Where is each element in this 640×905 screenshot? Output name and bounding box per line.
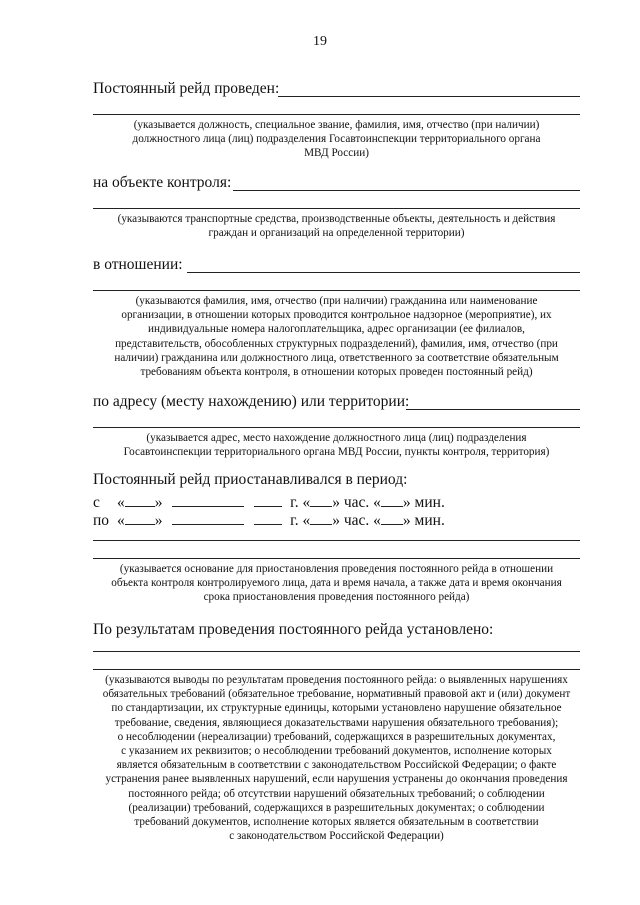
quote-close: » (402, 494, 411, 511)
suspension-label: Постоянный рейд приостанавливался в период: (93, 471, 408, 488)
hint-line: о несоблюдении (нереализации) требований, содержащихся в разрешительных документах, (117, 730, 556, 743)
control-object-label: на объекте контроля: (93, 174, 232, 191)
hint-line: обязательных требований (обязательное требование, нормативный правовой акт и (или) документ (102, 688, 571, 701)
minute-suffix: мин. (414, 512, 445, 529)
to-hour-field[interactable] (310, 510, 332, 525)
hint-line: требований документов, исполнение которых является обязательным в соответствии (134, 816, 539, 829)
hint-line: наличии) гражданина или должностного лица, ответственного за соответствие обязательным (114, 351, 559, 364)
quote-close: » (332, 494, 340, 511)
hint-line: представительств, обособленных структурных подразделений), фамилия, имя, отчество (при (115, 337, 558, 350)
from-year-field[interactable] (254, 492, 282, 507)
hint-line: (указываются фамилия, имя, отчество (при наличии) гражданина или наименование (135, 295, 538, 307)
hint-line: по стандартизации, их структурные единицы, которыми установлено нарушение обязательное (111, 702, 562, 715)
hint-line: объекта контроля контролируемого лица, дата и время начала, а также дата и время окончания (111, 577, 562, 590)
hint-line: организации, в отношении которых проводится контрольное надзорное (мероприятие), их (121, 309, 552, 322)
hint-line: граждан и организаций на определенной территории) (208, 227, 465, 240)
regarding-label: в отношении: (93, 256, 183, 273)
regarding-hint (93, 294, 580, 379)
to-year-field[interactable] (254, 510, 282, 525)
from-hour-field[interactable] (310, 492, 332, 507)
year-suffix: г. (290, 494, 299, 511)
suspension-basis-field-line-2[interactable] (93, 558, 580, 559)
hint-line: (указываются выводы по результатам проведения постоянного рейда: о выявленных нарушениях (105, 674, 568, 686)
raid-conducted-hint (93, 118, 580, 161)
raid-conducted-field-line-2[interactable] (93, 114, 580, 115)
from-month-field[interactable] (172, 492, 244, 507)
hint-line: индивидуальные номера налогоплательщика, адрес организации (ее филиалов, (148, 323, 525, 336)
from-day-field[interactable] (125, 492, 155, 507)
address-field-line-2[interactable] (93, 427, 580, 428)
to-month-field[interactable] (172, 510, 244, 525)
address-field[interactable] (406, 409, 580, 410)
results-hint (93, 673, 580, 843)
hint-line: является обязательным в соответствии с законодательством Российской Федерации; о факте (116, 759, 557, 772)
hint-line: Госавтоинспекции территориального органа МВД России, пункты контроля, территория) (123, 446, 550, 459)
quote-open: « (373, 494, 381, 511)
quote-open: « (302, 494, 311, 511)
suspension-basis-field[interactable] (93, 540, 580, 541)
address-label: по адресу (месту нахождению) или территории: (93, 393, 410, 410)
results-field[interactable] (93, 651, 580, 652)
hint-line: (указывается основание для приостановления проведения постоянного рейда в отношении (119, 563, 554, 575)
hint-line: (указывается должность, специальное звание, фамилия, имя, отчество (при наличии) (133, 119, 540, 131)
from-minute-field[interactable] (381, 492, 403, 507)
hint-line: срока приостановления проведения постоянного рейда) (203, 591, 470, 604)
regarding-field[interactable] (187, 272, 580, 273)
minute-suffix: мин. (414, 494, 445, 511)
results-label: По результатам проведения постоянного рейда установлено: (93, 621, 494, 638)
hint-line: постоянного рейда; об отсутствии нарушений обязательных требований; о соблюдении (128, 787, 545, 800)
raid-conducted-label: Постоянный рейд проведен: (93, 80, 280, 97)
control-object-field-line-2[interactable] (93, 208, 580, 209)
quote-open: « (117, 494, 125, 511)
quote-open: « (302, 512, 311, 529)
hint-line: должностного лица (лиц) подразделения Госавтоинспекции территориального органа (132, 133, 541, 146)
to-prefix: по (93, 512, 110, 529)
hint-line: с законодательством Российской Федерации) (229, 830, 444, 843)
to-day-field[interactable] (125, 510, 155, 525)
from-prefix: с (93, 494, 100, 511)
page-number: 19 (313, 34, 327, 49)
hour-suffix: час. (343, 512, 370, 529)
hint-line: устранения ранее выявленных нарушений, если нарушения устранены до окончания проведения (105, 773, 568, 786)
quote-open: « (373, 512, 381, 529)
results-field-line-2[interactable] (93, 669, 580, 670)
quote-close: » (332, 512, 340, 529)
hint-line: с указанием их реквизитов; о несоблюдении требований документов, исполнение которых (121, 745, 552, 758)
quote-open: « (117, 512, 125, 529)
hint-line: (указываются транспортные средства, производственные объекты, деятельность и действия (117, 213, 556, 225)
quote-close: » (402, 512, 411, 529)
to-minute-field[interactable] (381, 510, 403, 525)
control-object-hint (93, 212, 580, 240)
hint-line: (реализации) требований, содержащихся в разрешительных документах; о соблюдении (128, 801, 545, 814)
quote-close: » (154, 494, 163, 511)
control-object-field[interactable] (233, 190, 580, 191)
regarding-field-line-2[interactable] (93, 290, 580, 291)
quote-close: » (154, 512, 163, 529)
suspension-from-row (93, 492, 445, 512)
hint-line: требование, сведения, являющиеся доказательствами нарушения обязательного требования); (114, 716, 559, 729)
year-suffix: г. (290, 512, 299, 529)
address-hint (93, 431, 580, 459)
hour-suffix: час. (343, 494, 370, 511)
hint-line: (указывается адрес, место нахождение должностного лица (лиц) подразделения (146, 432, 527, 444)
hint-line: МВД России) (304, 147, 369, 160)
hint-line: требованиям объекта контроля, в отношении которых проведен постоянный рейд) (140, 366, 533, 379)
raid-conducted-field[interactable] (278, 96, 580, 97)
suspension-hint (93, 562, 580, 605)
suspension-to-row (93, 510, 445, 530)
